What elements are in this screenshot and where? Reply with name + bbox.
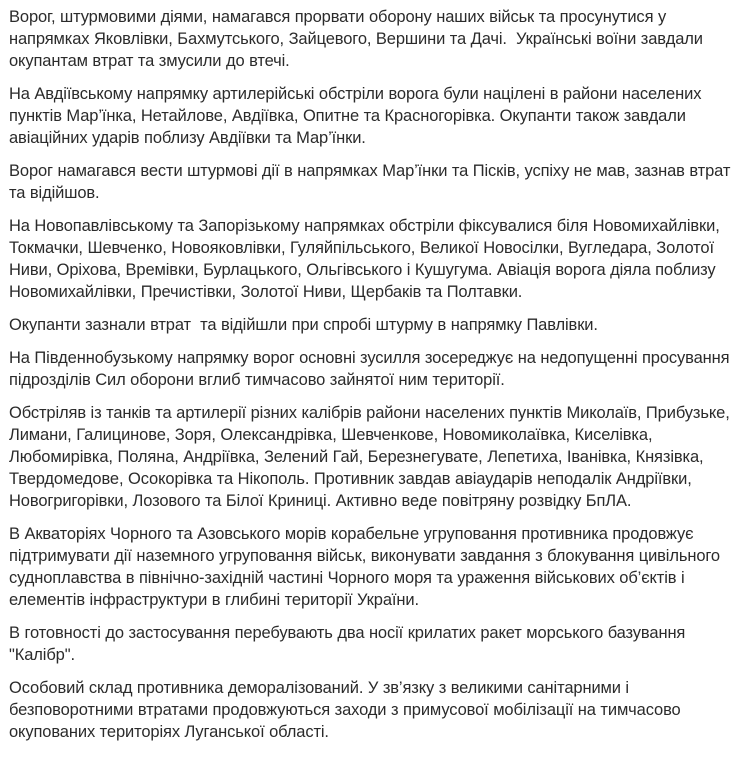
- report-paragraph: На Новопавлівському та Запорізькому напрямках обстріли фіксувалися біля Новомихайлівки, Токмачки, Шевченко, Новояковлівки, Гуляйпільського, Великої Новосілки, Вугледара, Золотої Ниви, Оріхова, Времівки, Бурлацького, Ольгівського і Кушугума. Авіація ворога діяла поблизу Новомихайлівки, Пречистівки, Золотої Ниви, Щербаків та Полтавки.: [9, 217, 725, 301]
- report-paragraph: Особовий склад противника деморалізований. У зв’язку з великими санітарними і безповоротними втратами продовжуються заходи з примусової мобілізації на тимчасово окупованих територіях Луганської області.: [9, 679, 686, 741]
- report-paragraph: На Південнобузькому напрямку ворог основні зусилля зосереджує на недопущенні просування підрозділів Сил оборони вглиб тимчасово зайнятої ним території.: [9, 349, 735, 389]
- report-paragraph: В готовності до застосування перебувають два носії крилатих ракет морського базування "Калібр".: [9, 624, 690, 664]
- report-paragraph: Окупанти зазнали втрат та відійшли при спробі штурму в напрямку Павлівки.: [9, 316, 598, 334]
- report-paragraph: В Акваторіях Чорного та Азовського морів корабельне угруповання противника продовжує підтримувати дії наземного угруповання військ, виконувати завдання з блокування цивільного судноплавства в північно-західній частині Чорного моря та ураження військових об’єктів і елементів інфраструктури в глибині території України.: [9, 525, 725, 609]
- report-paragraph: Ворог намагався вести штурмові дії в напрямках Мар’їнки та Пісків, успіху не мав, зазнав втрат та відійшов.: [9, 162, 735, 202]
- report-paragraph: Ворог, штурмовими діями, намагався прорвати оборону наших військ та просунутися у напрямках Яковлівки, Бахмутського, Зайцевого, Вершини та Дачі. Українські воїни завдали окупантам втрат та змусили до втечі.: [9, 8, 708, 70]
- report-paragraph: На Авдіївському напрямку артилерійські обстріли ворога були націлені в райони населених пунктів Мар’їнка, Нетайлове, Авдіївка, Опитне та Красногорівка. Окупанти також завдали авіаційних ударів поблизу Авдіївки та Мар’їнки.: [9, 85, 706, 147]
- report-paragraph: Обстріляв із танків та артилерії різних калібрів райони населених пунктів Миколаїв, Прибузьке, Лимани, Галицинове, Зоря, Олександрівка, Шевченкове, Новомиколаївка, Киселівка, Любомирівка, Поляна, Андріївка, Зелений Гай, Березнегувате, Лепетиха, Іванівка, Князівка, Твердомедове, Осокорівка та Нікополь. Противник завдав авіаударів неподалік Андріївки, Новогригорівки, Лозового та Білої Криниці. Активно веде повітряну розвідку БпЛА.: [9, 404, 735, 510]
